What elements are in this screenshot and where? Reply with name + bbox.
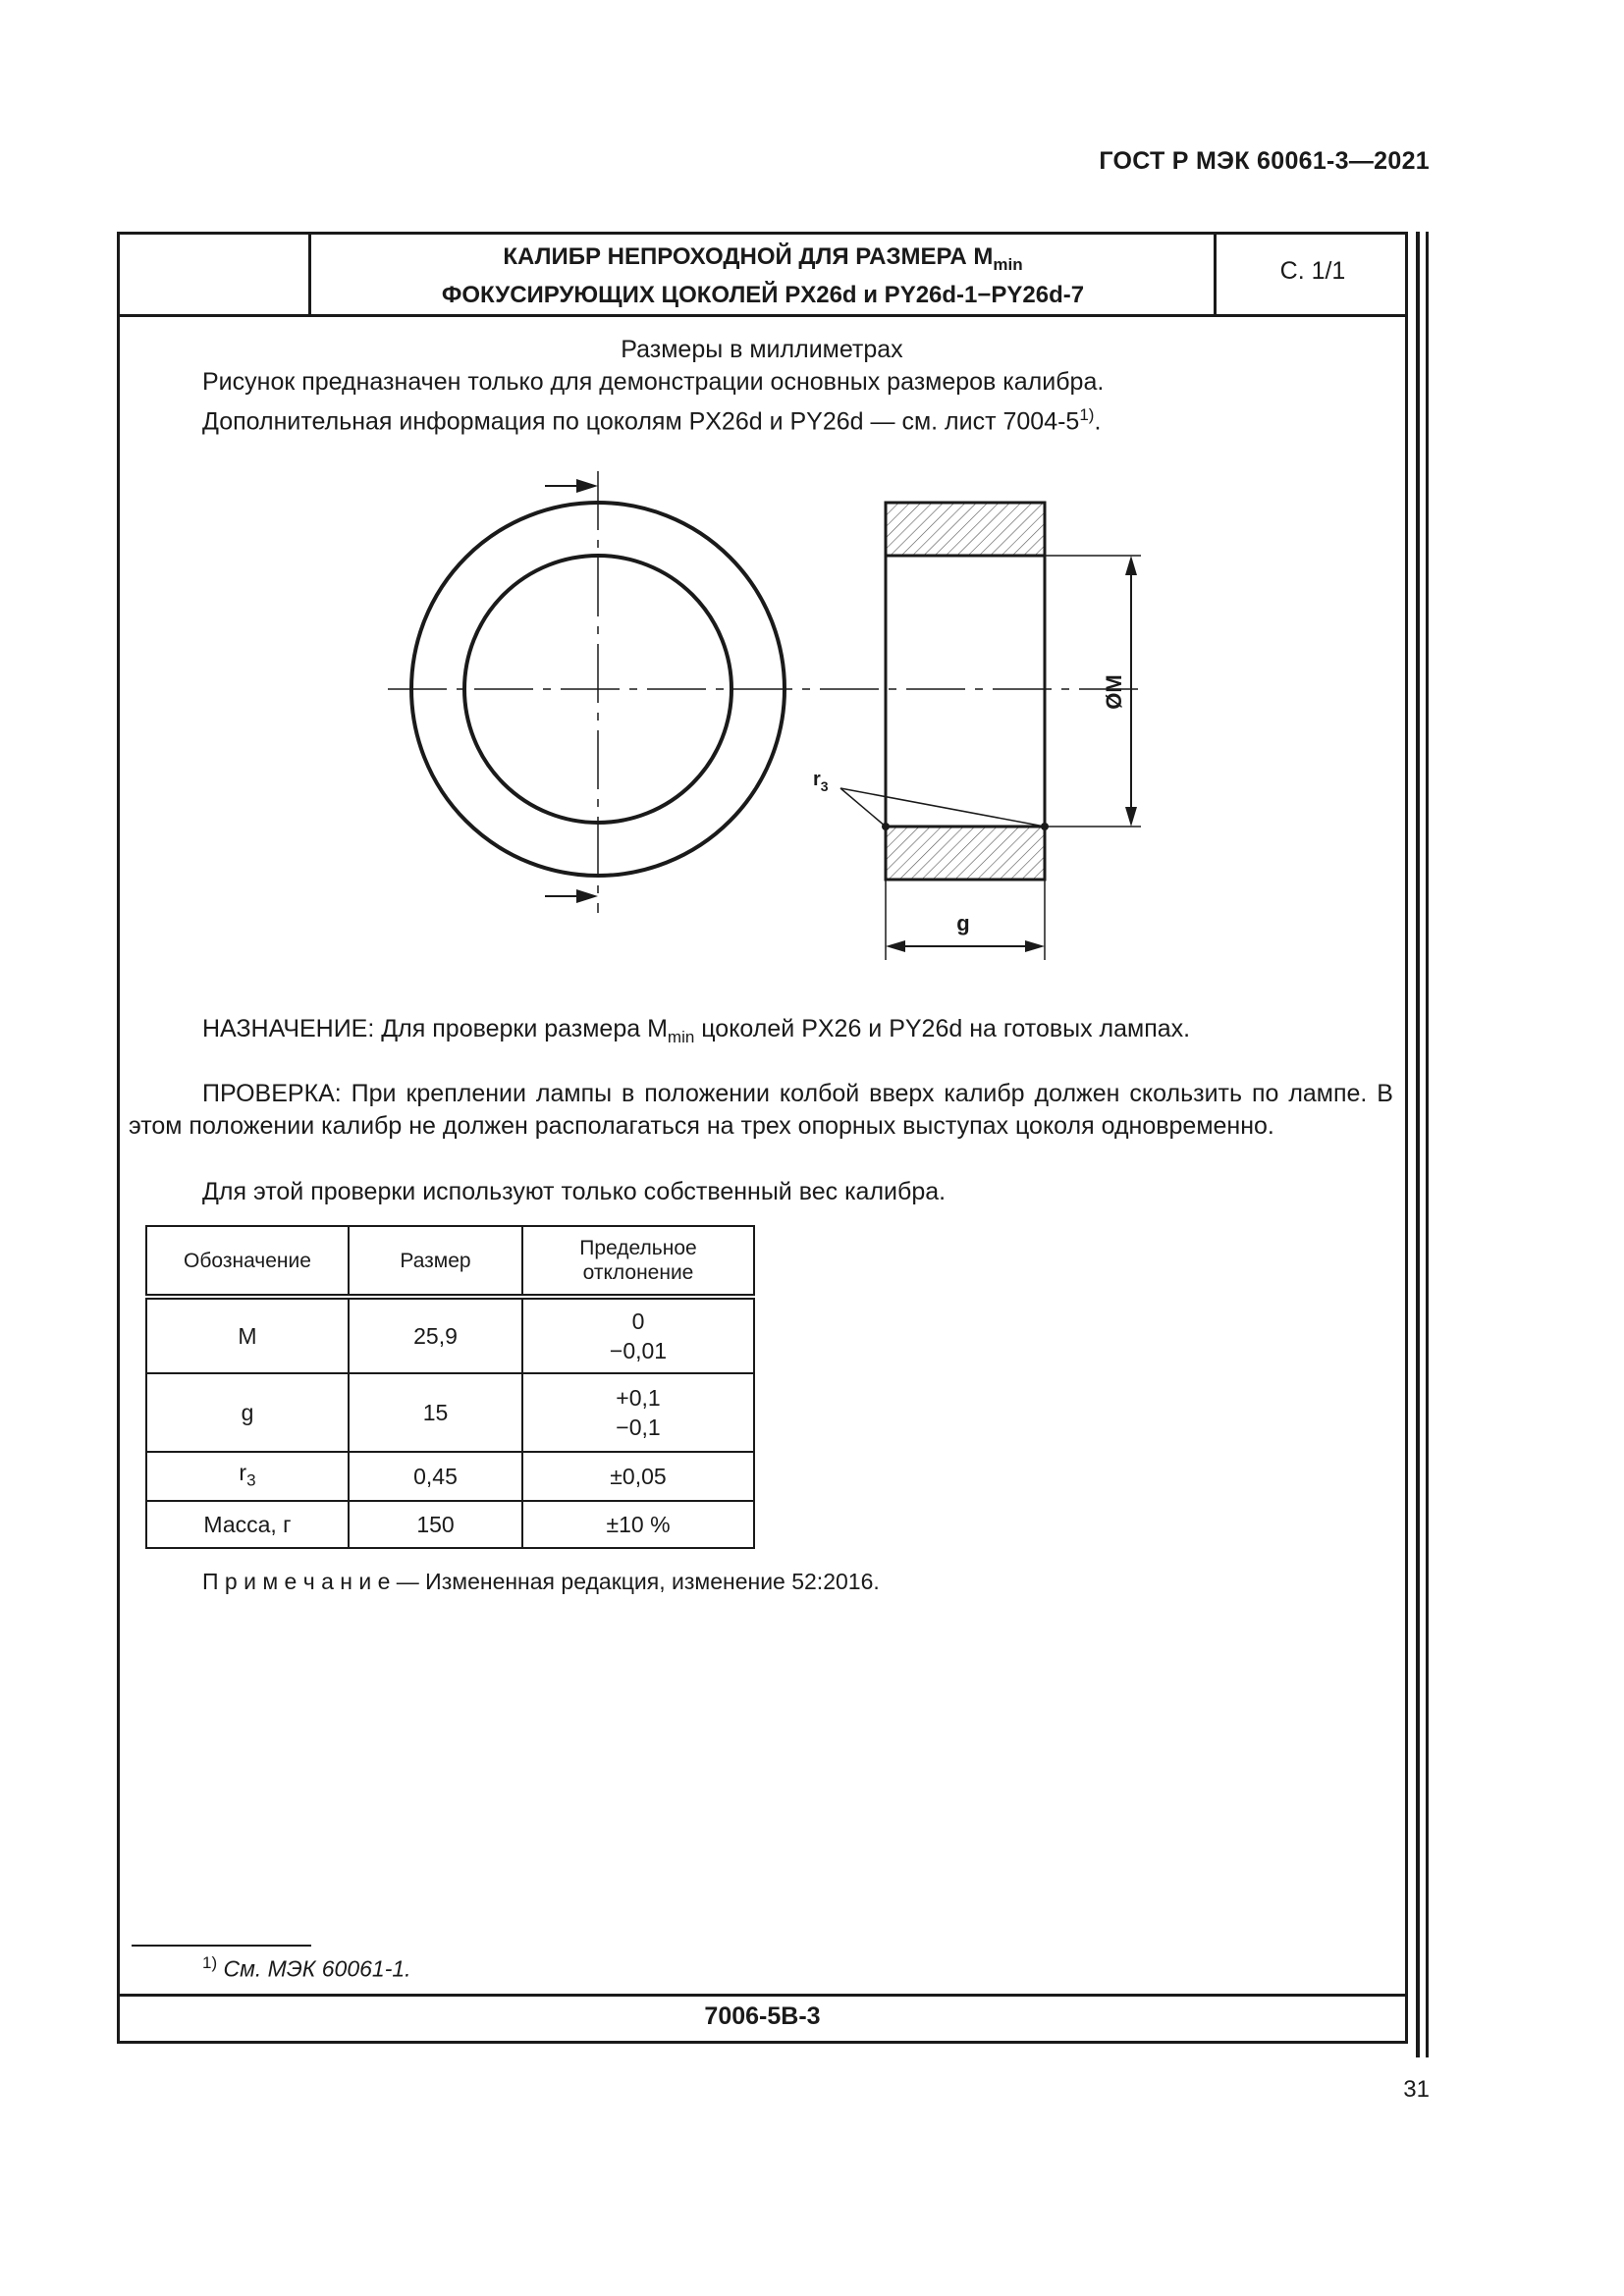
table-header-row	[146, 1226, 754, 1297]
section-top-hatched	[886, 503, 1045, 556]
cell-designation	[146, 1452, 349, 1501]
r3-leader-1	[840, 788, 886, 827]
designation-text: M	[238, 1323, 257, 1349]
check-text: ПРОВЕРКА: При креплении лампы в положении колбой вверх калибр должен скользить по лампе. В этом положении калибр не должен располагаться на трех опорных выступах цоколя одновременно.	[129, 1080, 1393, 1140]
sheet-title	[314, 241, 1212, 310]
r3-leader-2	[840, 788, 1045, 827]
designation-text: r	[239, 1459, 247, 1485]
header-tolerance: Предельное отклонение	[522, 1226, 754, 1297]
check-extra-text: Для этой проверки используют только собственный вес калибра.	[202, 1178, 947, 1205]
sheet-code: 7006-5B-3	[704, 2002, 821, 2030]
footnote-marker: 1)	[202, 1953, 218, 1972]
r3-point-left	[882, 823, 890, 830]
dim-arrow-g-left	[886, 940, 905, 952]
header-designation: Обозначение	[146, 1226, 349, 1297]
frame-edge-rule	[1416, 232, 1420, 2057]
dimensions-note: Размеры в миллиметрах	[621, 336, 903, 363]
table-row	[146, 1297, 754, 1373]
sheet-number: С. 1/1	[1279, 257, 1346, 285]
r3-point-right	[1041, 823, 1049, 830]
sheet-code-rule	[117, 1994, 1408, 1997]
title-bottom-rule	[117, 314, 1408, 317]
table-row	[146, 1501, 754, 1548]
dim-arrow-m-bottom	[1125, 807, 1137, 827]
cell-tolerance	[522, 1373, 754, 1452]
designation-sub: 3	[246, 1470, 256, 1490]
frame-edge-rule	[1426, 232, 1429, 2057]
cell-size: 25,9	[349, 1297, 522, 1373]
tolerance-lower: −0,01	[609, 1338, 668, 1363]
title-line2: ФОКУСИРУЮЩИХ ЦОКОЛЕЙ PX26d и PY26d-1−PY26d-7	[441, 281, 1085, 308]
note-label: П р и м е ч а н и е	[202, 1569, 391, 1594]
cell-size: 150	[349, 1501, 522, 1548]
title-line1	[503, 243, 1023, 274]
cell-size: 0,45	[349, 1452, 522, 1501]
purpose-text	[202, 1013, 1190, 1053]
designation-text: g	[241, 1400, 254, 1425]
title-line1-main: КАЛИБР НЕПРОХОДНОЙ ДЛЯ РАЗМЕРА M	[503, 243, 994, 270]
cell-tolerance: ±0,05	[522, 1452, 754, 1501]
page-number: 31	[1403, 2076, 1430, 2103]
label-r: r	[813, 769, 821, 790]
title-line1-sub: min	[993, 254, 1023, 274]
dim-arrow-g-right	[1025, 940, 1045, 952]
label-diameter: ØM	[1102, 674, 1126, 710]
spec-table	[145, 1225, 755, 1549]
title-left-cell	[117, 232, 311, 316]
gauge-drawing	[373, 461, 1159, 972]
purpose-sub: min	[667, 1028, 695, 1046]
footnote-rule	[132, 1945, 311, 1947]
cell-designation: Масса, г	[146, 1501, 349, 1548]
purpose-pre: НАЗНАЧЕНИЕ: Для проверки размера M	[202, 1015, 668, 1042]
cell-designation	[146, 1297, 349, 1373]
figure-note-line2	[202, 399, 1101, 438]
note-text	[202, 1569, 880, 1595]
cell-size: 15	[349, 1373, 522, 1452]
label-r-sub: 3	[820, 778, 829, 794]
header-size: Размер	[349, 1226, 522, 1297]
cell-designation	[146, 1373, 349, 1452]
figure-note-line2-end: .	[1094, 407, 1102, 436]
footnote-text: См. МЭК 60061-1.	[217, 1955, 411, 1982]
table-row	[146, 1373, 754, 1452]
title-divider	[1214, 232, 1217, 316]
label-g: g	[956, 911, 970, 935]
note-body: — Измененная редакция, изменение 52:2016.	[390, 1569, 880, 1594]
dim-arrow-m-top	[1125, 556, 1137, 575]
arrow-bottom-head	[576, 889, 598, 903]
arrow-top-head	[576, 479, 598, 493]
purpose-post: цоколей PX26 и PY26d на готовых лампах.	[694, 1015, 1191, 1042]
label-r3	[813, 769, 829, 794]
footnote-ref: 1)	[1079, 405, 1095, 424]
cell-tolerance	[522, 1297, 754, 1373]
section-bottom-hatched	[886, 827, 1045, 880]
footnote	[202, 1953, 411, 1983]
figure-note-line1: Рисунок предназначен только для демонстрации основных размеров калибра.	[202, 368, 1105, 396]
figure-note-line2-text: Дополнительная информация по цоколям PX26d и PY26d — см. лист 7004-5	[202, 407, 1080, 436]
table-row	[146, 1452, 754, 1501]
tolerance-upper: 0	[631, 1308, 645, 1334]
tolerance-upper: +0,1	[616, 1385, 661, 1411]
standard-header: ГОСТ Р МЭК 60061-3—2021	[1099, 147, 1430, 175]
tolerance-lower: −0,1	[616, 1415, 661, 1440]
cell-tolerance: ±10 %	[522, 1501, 754, 1548]
